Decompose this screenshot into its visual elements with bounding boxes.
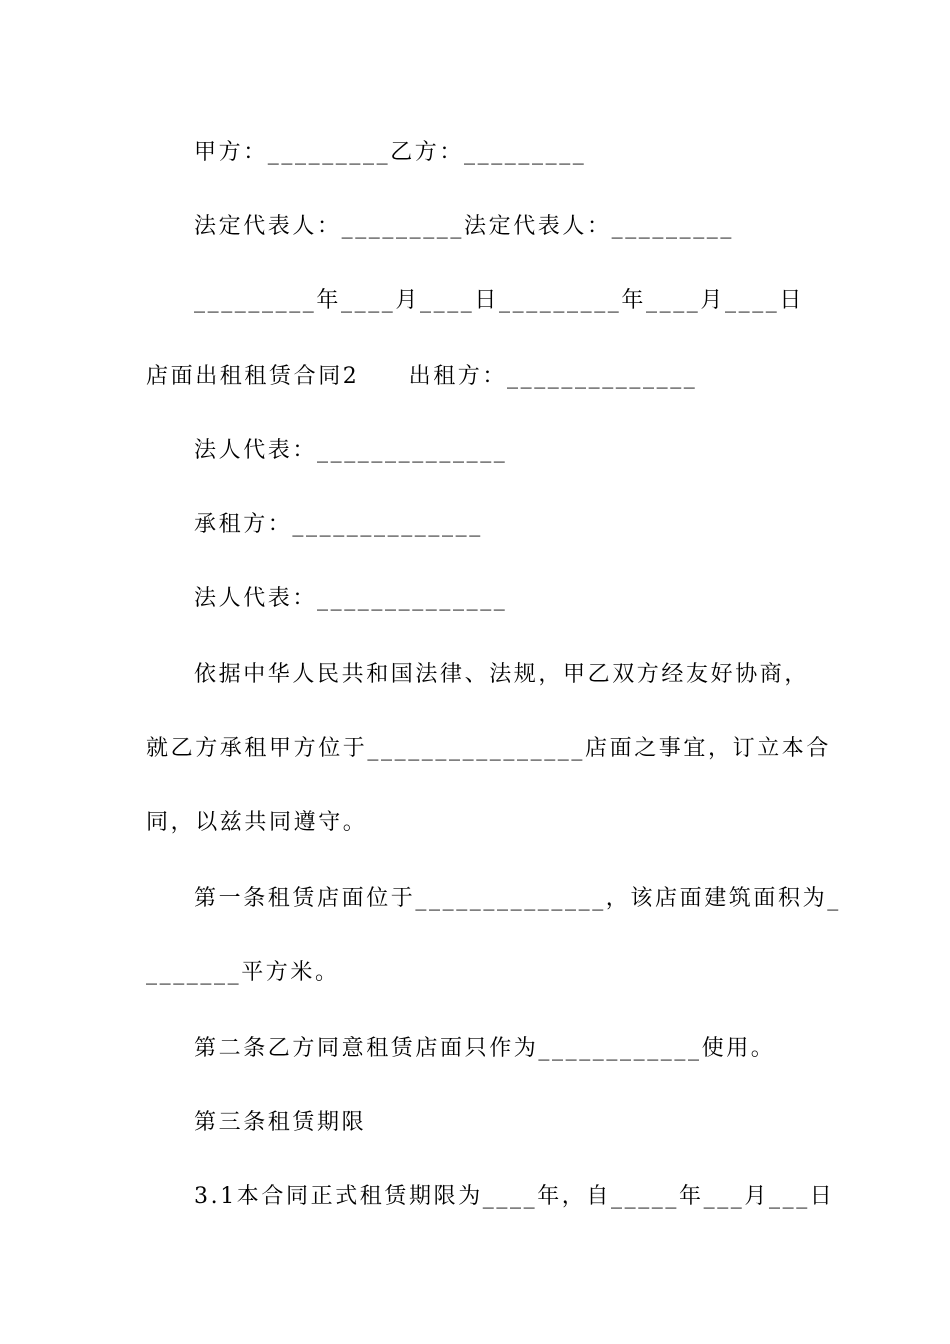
preamble-line-1: 依据中华人民共和国法律、法规，甲乙双方经友好协商， bbox=[194, 662, 810, 687]
legal-representative-line: 法定代表人：_________法定代表人：_________ bbox=[194, 214, 735, 239]
lessee-representative-line: 法人代表：______________ bbox=[194, 586, 508, 611]
parties-line: 甲方：_________乙方：_________ bbox=[194, 140, 587, 165]
article-3-heading: 第三条租赁期限 bbox=[194, 1110, 367, 1135]
article-3-1-line: 3.1本合同正式租赁期限为____年，自_____年___月___日 bbox=[194, 1184, 835, 1209]
article-1-line-1: 第一条租赁店面位于______________，该店面建筑面积为_ bbox=[194, 886, 841, 911]
lessee-line: 承租方：______________ bbox=[194, 512, 483, 537]
contract-title-lessor-line: 店面出租租赁合同2 出租方：______________ bbox=[146, 364, 698, 389]
preamble-line-3: 同，以兹共同遵守。 bbox=[146, 810, 368, 835]
article-2-line: 第二条乙方同意租赁店面只作为____________使用。 bbox=[194, 1036, 776, 1061]
preamble-line-2: 就乙方承租甲方位于________________店面之事宜，订立本合 bbox=[146, 736, 832, 761]
article-1-line-2: _______平方米。 bbox=[146, 960, 340, 985]
lessor-representative-line: 法人代表：______________ bbox=[194, 438, 508, 463]
date-line: _________年____月____日_________年____月____日 bbox=[194, 288, 805, 313]
